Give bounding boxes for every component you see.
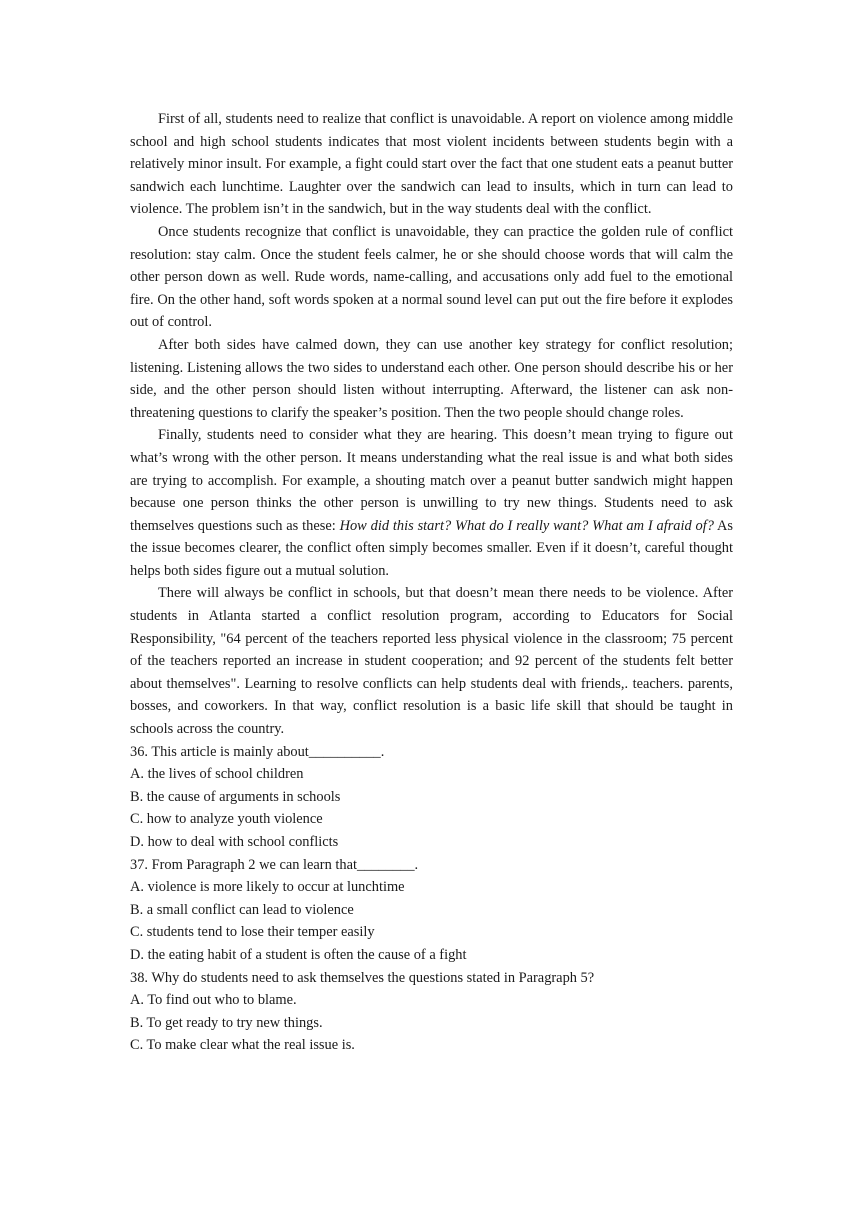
option-a: A. the lives of school children: [130, 766, 304, 783]
paragraph-4-text-b: As the issue becomes clearer, the conflict often simply becomes smaller. Even if it doesn’t, careful thought helps both sides figure out a mutual solution.: [130, 517, 734, 579]
option-d: D. the eating habit of a student is often the cause of a fight: [130, 946, 467, 963]
question-stem: 37. From Paragraph 2 we can learn that________.: [130, 856, 419, 873]
question-stem: 36. This article is mainly about__________.: [130, 743, 385, 760]
document-page: [130, 108, 733, 1057]
paragraph-4: [130, 424, 733, 582]
paragraph-1: First of all, students need to realize that conflict is unavoidable. A report on violence among middle school and high school students indicates that most violent incidents between students begin with a relatively minor insult. For example, a fight could start over the fact that one student eats a peanut butter sandwich each lunchtime. Laughter over the sandwich can lead to insults, which in turn can lead to violence. The problem isn’t in the sandwich, but in the way students deal with the conflict.: [130, 111, 733, 218]
question-38: [130, 967, 733, 1057]
question-stem: 38. Why do students need to ask themselves the questions stated in Paragraph 5?: [130, 969, 595, 986]
paragraph-2: Once students recognize that conflict is unavoidable, they can practice the golden rule of conflict resolution: stay calm. Once the student feels calmer, he or she should choose words that will calm the other person down as well. Rude words, name-calling, and accusations only add fuel to the emotional fire. On the other hand, soft words spoken at a normal sound level can put out the fire before it explodes out of control.: [130, 223, 733, 331]
option-c: C. students tend to lose their temper easily: [130, 924, 375, 941]
question-36: [130, 741, 733, 854]
option-d: D. how to deal with school conflicts: [130, 834, 339, 850]
option-a: A. violence is more likely to occur at lunchtime: [130, 879, 405, 896]
option-c: C. To make clear what the real issue is.: [130, 1037, 355, 1054]
paragraph-5: There will always be conflict in schools, but that doesn’t mean there needs to be violence. After students in Atlanta started a conflict resolution program, according to Educators for Social Responsibility, "64 percent of the teachers reported less physical violence in the classroom; 75 percent of the teachers reported an increase in student cooperation; and 92 percent of the students felt better about themselves". Learning to resolve conflicts can help students deal with friends,. teachers. parents, bosses, and coworkers. In that way, conflict resolution is a basic life skill that should be taught in schools across the country.: [130, 585, 733, 738]
option-b: B. a small conflict can lead to violence: [130, 901, 354, 918]
paragraph-4-italic-questions: How did this start? What do I really want? What am I afraid of?: [339, 517, 714, 534]
option-b: B. the cause of arguments in schools: [130, 788, 341, 805]
question-37: [130, 854, 733, 967]
option-a: A. To find out who to blame.: [130, 992, 297, 1009]
option-b: B. To get ready to try new things.: [130, 1014, 323, 1031]
paragraph-4-text-a: Finally, students need to consider what they are hearing. This doesn’t mean trying to figure out what’s wrong with the other person. It means understanding what the real issue is and what both sides are trying to accomplish. For example, a shouting match over a peanut butter sandwich might happen because one person thinks the other person is unwilling to try new things. Students need to ask themselves questions such as these:: [130, 427, 733, 534]
option-c: C. how to analyze youth violence: [130, 811, 323, 828]
paragraph-3: After both sides have calmed down, they can use another key strategy for conflict resolution; listening. Listening allows the two sides to understand each other. One person should describe his or her side, and the other person should listen without interrupting. Afterward, the listener can ask non-threatening questions to clarify the speaker’s position. Then the two people should change roles.: [130, 336, 733, 421]
